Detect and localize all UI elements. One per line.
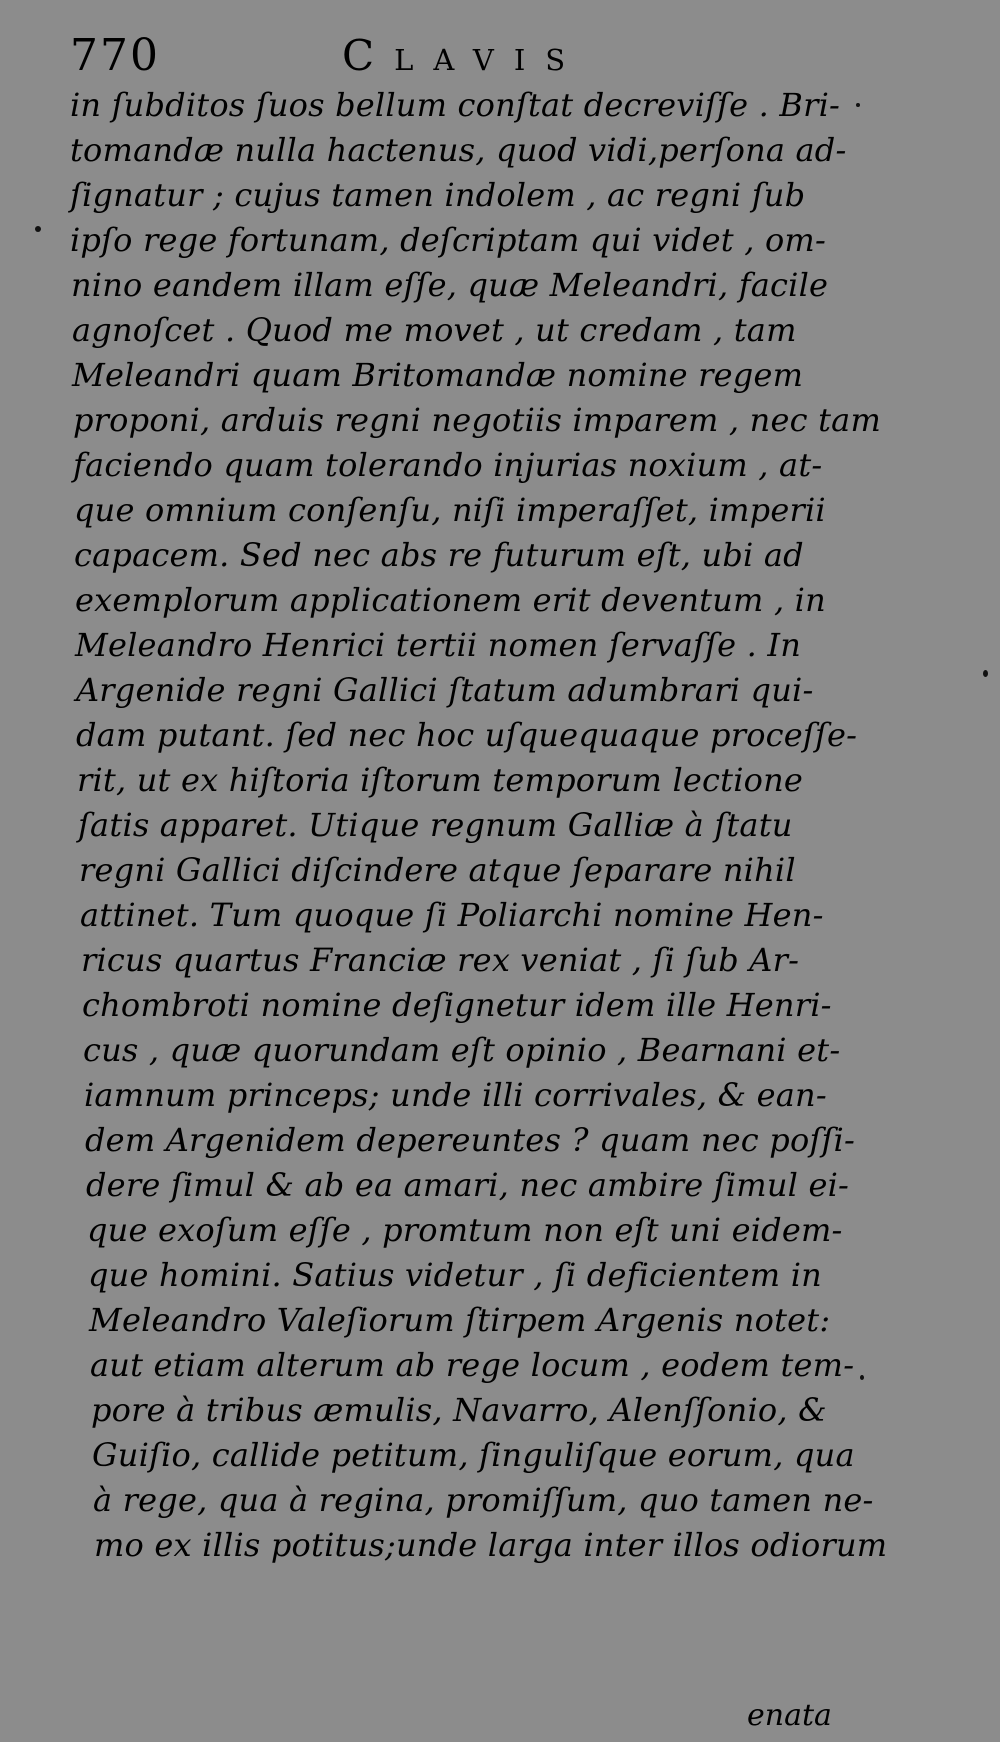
catchword: enata [747, 1698, 832, 1733]
text-line: chombroti nomine deſignetur idem ille Henri- [82, 986, 832, 1024]
text-line: faciendo quam tolerando injurias noxium , at- [73, 446, 823, 484]
text-line: regni Gallici diſcindere atque ſeparare nihil [79, 851, 796, 889]
text-line: mo ex illis potitus;unde larga inter illos odiorum [94, 1526, 888, 1564]
text-line: Guiſio, callide petitum, ſinguliſque eorum, qua [92, 1436, 855, 1474]
page-header [70, 26, 660, 86]
text-line: nino eandem illam eſſe, quæ Meleandri, facile [71, 266, 829, 304]
scan-speck [856, 103, 860, 107]
text-line: dam putant. ſed nec hoc uſquequaque proceſſe- [76, 716, 858, 754]
text-line: ipſo rege fortunam, deſcriptam qui videt , om- [70, 221, 826, 259]
text-line: aut etiam alterum ab rege locum , eodem tem- [90, 1346, 855, 1384]
text-line: iamnum princeps; unde illi corrivales, & ean- [84, 1076, 827, 1114]
text-line: cus , quæ quorundam eſt opinio , Bearnani et- [83, 1031, 841, 1069]
text-line: in ſubditos ſuos bellum conſtat decreviſſe . Bri- [70, 86, 841, 124]
text-line: que homini. Satius videtur , ſi deficientem in [88, 1256, 822, 1294]
text-line: que omnium conſenſu, niſi imperaſſet, imperii [74, 491, 826, 529]
text-line: à rege, qua à regina, promiſſum, quo tamen ne- [93, 1481, 874, 1519]
text-line: Meleandri quam Britomandæ nomine regem [72, 356, 804, 394]
text-line: proponi, arduis regni negotiis imparem , nec tam [73, 401, 881, 439]
scan-speck [35, 226, 41, 232]
text-line: tomandæ nulla hactenus, quod vidi,perſona ad- [70, 131, 847, 169]
running-title: Clavis [342, 31, 586, 80]
text-line: ſignatur ; cujus tamen indolem , ac regni ſub [70, 176, 806, 214]
text-line: Meleandro Valeſiorum ſtirpem Argenis notet: [89, 1301, 831, 1339]
text-line: Argenide regni Gallici ſtatum adumbrari qui- [76, 671, 814, 709]
scan-speck [860, 1375, 864, 1380]
text-line: ſatis apparet. Utique regnum Galliæ à ſtatu [78, 806, 793, 844]
text-line: ricus quartus Franciæ rex veniat , ſi ſub Ar- [81, 941, 800, 979]
text-line: dem Argenidem depereuntes ? quam nec poſſi- [85, 1121, 855, 1159]
text-line: pore à tribus æmulis, Navarro, Alenſſonio, & [91, 1391, 827, 1429]
page-number: 770 [70, 30, 160, 81]
text-line: attinet. Tum quoque ſi Poliarchi nomine Hen- [80, 896, 824, 934]
text-line: dere ſimul & ab ea amari, nec ambire ſimul ei- [86, 1166, 850, 1204]
text-line: capacem. Sed nec abs re futurum eſt, ubi ad [74, 536, 804, 574]
scan-speck [983, 670, 988, 677]
text-line: Meleandro Henrici tertii nomen ſervaſſe . In [75, 626, 802, 664]
text-line: exemplorum applicationem erit deventum , in [75, 581, 826, 619]
text-line: que exoſum eſſe , promtum non eſt uni eidem- [87, 1211, 843, 1249]
text-line: agnoſcet . Quod me movet , ut credam , tam [72, 311, 797, 349]
text-line: rit, ut ex hiſtoria iſtorum temporum lectione [77, 761, 804, 799]
